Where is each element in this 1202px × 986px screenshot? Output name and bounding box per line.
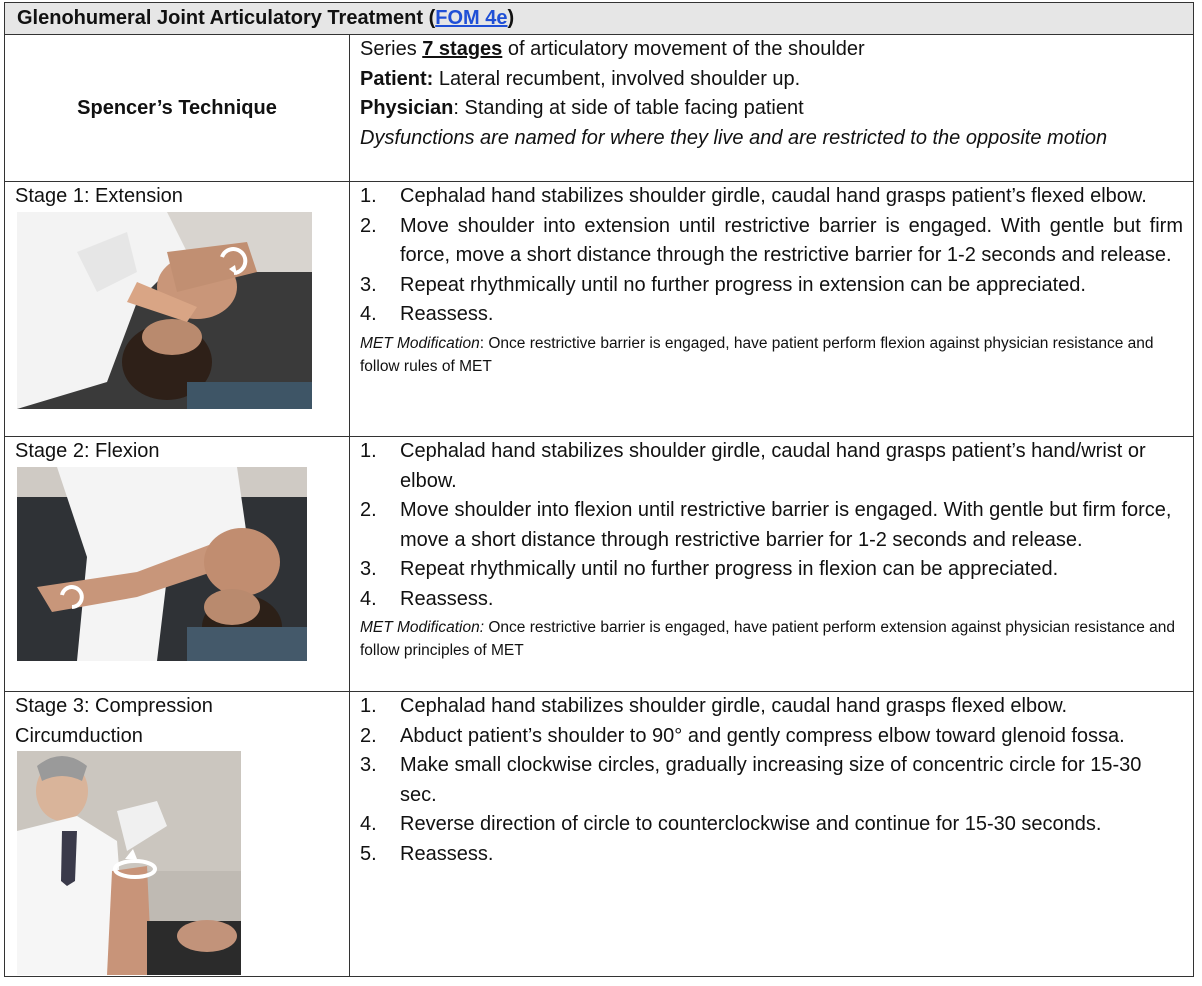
list-item: 1. Cephalad hand stabilizes shoulder girdle, caudal hand grasps patient’s flexed elbow. xyxy=(360,185,1147,207)
stage-row xyxy=(5,182,1194,437)
list-item: 3. Repeat rhythmically until no further progress in flexion can be appreciated. xyxy=(360,558,1059,580)
technique-name: Spencer’s Technique xyxy=(5,35,350,182)
stage-steps xyxy=(350,692,1194,977)
list-item: 1. Cephalad hand stabilizes shoulder girdle, caudal hand grasps flexed elbow. xyxy=(360,695,1068,717)
list-item: 4. Reassess. xyxy=(360,587,494,610)
stage-title: Stage 2: Flexion xyxy=(15,440,160,462)
stage-steps xyxy=(350,182,1194,437)
list-item: 3. Repeat rhythmically until no further progress in extension can be appreciated. xyxy=(360,273,1086,296)
title-row xyxy=(5,3,1194,35)
list-item: 2. Move shoulder into flexion until restrictive barrier is engaged. With gentle but firm force, move a short distance through restrictive barrier for 1-2 seconds and release. xyxy=(360,499,1172,551)
met-modification: MET Modification: Once restrictive barrier is engaged, have patient perform flexion against physician resistance and follow rules of MET xyxy=(360,334,1154,375)
fom-link[interactable]: FOM 4e xyxy=(435,7,508,29)
stage-3-photo xyxy=(17,751,241,975)
dysfunction-note: Dysfunctions are named for where they live and are restricted to the opposite motion xyxy=(360,126,1108,149)
stage-cell xyxy=(5,182,350,437)
stage-cell xyxy=(5,692,350,977)
list-item: 5. Reassess. xyxy=(360,842,494,865)
stage-cell xyxy=(5,437,350,692)
stage-title: Stage 3: Compression Circumduction xyxy=(15,695,213,747)
patient-line: Patient: Lateral recumbent, involved shoulder up. xyxy=(360,67,801,90)
list-item: 1. Cephalad hand stabilizes shoulder girdle, caudal hand grasps patient’s hand/wrist or elbow. xyxy=(360,440,1146,492)
technique-description xyxy=(350,35,1194,182)
stage-row xyxy=(5,437,1194,692)
patient-arm-shape xyxy=(107,866,152,975)
steps-list xyxy=(360,182,1183,330)
series-line: Series 7 stages of articulatory movement of the shoulder xyxy=(360,38,865,60)
stage-row xyxy=(5,692,1194,977)
page-title: Glenohumeral Joint Articulatory Treatment (FOM 4e) xyxy=(5,3,1194,35)
steps-list xyxy=(360,692,1183,869)
stage-1-photo xyxy=(17,212,312,409)
list-item: 3. Make small clockwise circles, gradually increasing size of concentric circle for 15-30 sec. xyxy=(360,754,1142,806)
treatment-table xyxy=(4,2,1194,977)
document xyxy=(4,2,1194,977)
met-modification: MET Modification: Once restrictive barrier is engaged, have patient perform extension against physician resistance and follow principles of MET xyxy=(360,619,1176,659)
list-item: 2. Move shoulder into extension until restrictive barrier is engaged. With gentle but firm force, move a short distance through the restrictive barrier for 1-2 seconds and release. xyxy=(360,214,1183,266)
stage-title: Stage 1: Extension xyxy=(15,185,183,207)
stage-steps xyxy=(350,437,1194,692)
steps-list xyxy=(360,437,1183,614)
list-item: 2. Abduct patient’s shoulder to 90° and gently compress elbow toward glenoid fossa. xyxy=(360,724,1125,747)
physician-line: Physician: Standing at side of table facing patient xyxy=(360,97,804,119)
list-item: 4. Reverse direction of circle to counterclockwise and continue for 15-30 seconds. xyxy=(360,813,1102,835)
intro-row xyxy=(5,35,1194,182)
stage-2-photo xyxy=(17,467,307,661)
list-item: 4. Reassess. xyxy=(360,303,494,325)
